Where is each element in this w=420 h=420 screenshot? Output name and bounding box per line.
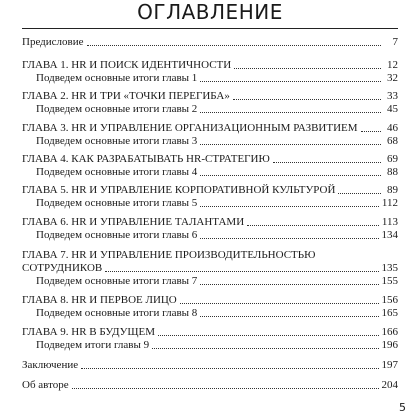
page-title: ОГЛАВЛЕНИЕ <box>137 0 283 24</box>
leader-dots <box>152 347 378 349</box>
toc-entry-chapter-9 <box>22 326 398 339</box>
toc-label: Подведем основные итоги главы 3 <box>36 135 198 147</box>
toc-page-number: 165 <box>381 307 398 319</box>
toc-page-number: 197 <box>381 359 398 371</box>
toc-page-number: 155 <box>381 275 398 287</box>
leader-dots <box>72 387 379 389</box>
toc-page-number: 135 <box>381 262 398 274</box>
toc-page-number: 134 <box>381 229 398 241</box>
leader-dots <box>200 143 381 145</box>
toc-entry-chapter-6 <box>22 216 398 229</box>
toc-entry-summary-4 <box>36 166 398 179</box>
toc-entry-summary-6 <box>36 229 398 242</box>
toc-page-number: 166 <box>381 326 398 338</box>
toc-entry-chapter-3 <box>22 122 398 135</box>
leader-dots <box>338 192 381 194</box>
toc-entry-chapter-1 <box>22 59 398 72</box>
toc-page-number: 196 <box>381 339 398 351</box>
toc-entry-chapter-2 <box>22 90 398 103</box>
leader-dots <box>105 270 378 272</box>
toc-entry-chapter-7 <box>22 262 398 275</box>
toc-page-number: 204 <box>381 379 398 391</box>
toc-page-number: 89 <box>387 184 398 196</box>
toc-entry-chapter-5 <box>22 184 398 197</box>
leader-dots <box>87 44 382 46</box>
leader-dots <box>361 130 381 132</box>
leader-dots <box>180 302 379 304</box>
toc-page-number: 112 <box>381 197 398 209</box>
toc-entry-summary-5 <box>36 197 398 210</box>
leader-dots <box>200 174 381 176</box>
toc-page-number: 46 <box>387 122 398 134</box>
toc-page-number: 88 <box>387 166 398 178</box>
toc-label: Подведем основные итоги главы 1 <box>36 72 198 84</box>
toc-entry-conclusion <box>22 359 398 372</box>
page-number: 5 <box>399 401 406 414</box>
toc-label: Подведем основные итоги главы 8 <box>36 307 198 319</box>
toc-label: Подведем итоги главы 9 <box>36 339 150 351</box>
toc-page-number: 156 <box>381 294 398 306</box>
leader-dots <box>234 67 381 69</box>
toc-entry-about-author <box>22 379 398 392</box>
toc-label: ГЛАВА 9. HR В БУДУЩЕМ <box>22 326 156 338</box>
toc-entry-summary-1 <box>36 72 398 85</box>
toc-page-number: 69 <box>387 153 398 165</box>
toc-entry-chapter-4 <box>22 153 398 166</box>
toc-label: ГЛАВА 8. HR И ПЕРВОЕ ЛИЦО <box>22 294 177 306</box>
leader-dots <box>158 334 378 336</box>
toc-page-number: 45 <box>387 103 398 115</box>
leader-dots <box>200 80 381 82</box>
leader-dots <box>200 315 378 317</box>
toc-page-number: 68 <box>387 135 398 147</box>
leader-dots <box>200 237 378 239</box>
toc-label: ГЛАВА 6. HR И УПРАВЛЕНИЕ ТАЛАНТАМИ <box>22 216 245 228</box>
toc-entry-summary-2 <box>36 103 398 116</box>
toc-label: СОТРУДНИКОВ <box>22 262 103 274</box>
leader-dots <box>233 98 381 100</box>
leader-dots <box>200 283 378 285</box>
leader-dots <box>247 224 379 226</box>
toc-label: ГЛАВА 1. HR И ПОИСК ИДЕНТИЧНОСТИ <box>22 59 232 71</box>
toc-label: Подведем основные итоги главы 2 <box>36 103 198 115</box>
toc-label: ГЛАВА 4. КАК РАЗРАБАТЫВАТЬ HR-СТРАТЕГИЮ <box>22 153 270 165</box>
toc-page-number: 7 <box>392 36 398 48</box>
leader-dots <box>273 161 381 163</box>
toc-label: Заключение <box>22 359 79 371</box>
toc-label: Подведем основные итоги главы 5 <box>36 197 198 209</box>
toc-entry-preface <box>22 36 398 49</box>
toc-label: Подведем основные итоги главы 7 <box>36 275 198 287</box>
leader-dots <box>200 111 381 113</box>
toc-label: Предисловие <box>22 36 84 48</box>
toc-page-number: 12 <box>387 59 398 71</box>
toc-label: ГЛАВА 2. HR И ТРИ «ТОЧКИ ПЕРЕГИБА» <box>22 90 230 102</box>
toc-label: Подведем основные итоги главы 4 <box>36 166 198 178</box>
toc-entry-chapter-7-line1: ГЛАВА 7. HR И УПРАВЛЕНИЕ ПРОИЗВОДИТЕЛЬНОСТЬЮ <box>22 249 316 261</box>
toc-label: Подведем основные итоги главы 6 <box>36 229 198 241</box>
toc-page-number: 33 <box>387 90 398 102</box>
toc-entry-summary-3 <box>36 135 398 148</box>
toc-label: ГЛАВА 5. HR И УПРАВЛЕНИЕ КОРПОРАТИВНОЙ КУЛЬТУРОЙ <box>22 184 336 196</box>
toc-label: Об авторе <box>22 379 69 391</box>
toc-entry-chapter-8 <box>22 294 398 307</box>
toc-page-number: 32 <box>387 72 398 84</box>
leader-dots <box>200 205 379 207</box>
toc-page-number: 113 <box>381 216 398 228</box>
toc-entry-summary-9 <box>36 339 398 352</box>
toc-entry-summary-8 <box>36 307 398 320</box>
toc-label: ГЛАВА 3. HR И УПРАВЛЕНИЕ ОРГАНИЗАЦИОННЫМ РАЗВИТИЕМ <box>22 122 358 134</box>
toc-entry-summary-7 <box>36 275 398 288</box>
leader-dots <box>81 367 378 369</box>
